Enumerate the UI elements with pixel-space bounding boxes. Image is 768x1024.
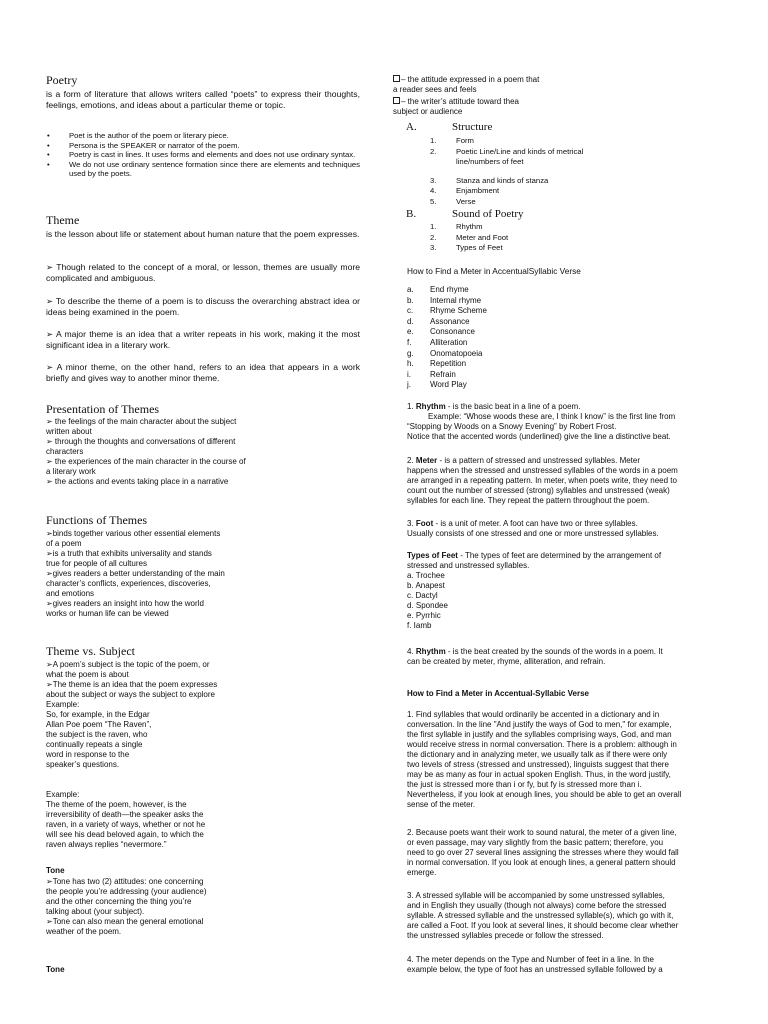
item-text: Assonance xyxy=(430,316,470,326)
text-line: syllable. A stressed syllable and the unstressed syllable(s), which go with it, xyxy=(407,911,674,920)
section-title: Structure xyxy=(452,121,493,133)
text-line: talking about (your subject). xyxy=(46,907,145,916)
list-item xyxy=(430,222,710,233)
text-line: Example: xyxy=(46,790,80,799)
list-item xyxy=(407,349,707,360)
heading-structure xyxy=(406,121,492,133)
list-item xyxy=(430,243,710,254)
item-text: Repetition xyxy=(430,359,467,369)
text-line: conversation. In the line "And justify the ways of God to men," for example, xyxy=(407,720,672,729)
theme-definition: is the lesson about life or statement about human nature that the poem expresses. xyxy=(46,229,360,239)
item-text: End rhyme xyxy=(430,285,469,294)
term-label: Rhythm xyxy=(415,402,446,411)
text-line: subject or audience xyxy=(393,107,463,116)
structure-list xyxy=(430,136,710,207)
list-item: • Poet is the author of the poem or literary piece. xyxy=(46,131,360,141)
text-line xyxy=(407,519,737,529)
text-line: Notice that the accented words (underlined) give the line a distinctive beat. xyxy=(407,432,671,441)
text-line: are arranged in a repeating pattern. In meter, when poets write, they need to xyxy=(407,476,677,485)
list-item xyxy=(430,197,710,208)
text-line: 2. Because poets want their work to sound natural, the meter of a given line, xyxy=(407,828,677,837)
item-number: 1. xyxy=(407,402,416,411)
text-line: “Stopping by Woods on a Snowy Evening” by Robert Frost. xyxy=(407,422,617,431)
heading-how-to-find-meter: How to Find a Meter in AccentualSyllabic Verse xyxy=(407,266,581,276)
text-line: character’s conflicts, experiences, discoveries, xyxy=(46,579,211,588)
item-text: Form xyxy=(456,136,474,145)
item-letter: c. xyxy=(407,306,414,316)
text-line: - is a unit of meter. A foot can have two or three syllables. xyxy=(433,519,638,528)
step-4 xyxy=(407,955,737,975)
item-number: 2. xyxy=(407,456,416,465)
item-text: Alliteration xyxy=(430,337,468,347)
list-item xyxy=(407,327,707,338)
list-item xyxy=(407,306,707,317)
meter-definition xyxy=(407,456,737,506)
text-line: can be created by meter, rhyme, alliteration, and refrain. xyxy=(407,657,606,666)
list-item: • Poetry is cast in lines. It uses forms and elements and does not use ordinary syntax. xyxy=(46,150,360,160)
item-number: 2. xyxy=(430,232,437,242)
text-line: what the poem is about xyxy=(46,670,129,679)
list-item: e. Pyrrhic xyxy=(407,611,441,620)
item-letter: b. xyxy=(407,295,414,305)
text-line: need to go over 27 several lines assigning the stresses where they would fall xyxy=(407,848,679,857)
text-line: – the writer’s attitude toward thea xyxy=(401,97,519,106)
list-item xyxy=(407,370,707,381)
text-line: ➢ the actions and events taking place in a narrative xyxy=(46,477,229,486)
item-number: 4. xyxy=(430,186,437,195)
item-letter: d. xyxy=(407,316,414,326)
text-line: would receive stress in normal conversation. There is a problem: although in xyxy=(407,740,677,749)
text-line: raven, in a variety of ways, whether or not he xyxy=(46,820,206,829)
text-line: the first syllable in justify and the syllables comprising ways, God, and man xyxy=(407,730,672,739)
item-text: Word Play xyxy=(430,380,467,390)
types-of-feet xyxy=(407,551,737,631)
item-letter: g. xyxy=(407,348,414,358)
item-text: Internal rhyme xyxy=(430,295,482,305)
text-line: example below, the type of foot has an unstressed syllable followed by a xyxy=(407,965,663,974)
presentation-lines xyxy=(46,417,360,487)
text-line: ➢is a truth that exhibits universality and stands xyxy=(46,549,212,558)
text-line: 4. The meter depends on the Type and Number of feet in a line. In the xyxy=(407,955,654,964)
text-line: syllables for each line. They repeat the pattern throughout the poem. xyxy=(407,496,650,505)
foot-definition xyxy=(407,519,737,539)
item-number: 3. xyxy=(407,519,416,528)
text-line: count out the number of stressed (strong) syllables and unstressed (weak) xyxy=(407,486,670,495)
list-item xyxy=(407,359,707,370)
item-letter: j. xyxy=(407,380,411,390)
text-line: ➢ through the thoughts and conversations of different xyxy=(46,437,236,446)
text-line: true for people of all cultures xyxy=(46,559,147,568)
item-text: Enjambment xyxy=(456,186,500,195)
item-text: Onomatopoeia xyxy=(430,348,483,358)
text-line: - The types of feet are determined by the arrangement of xyxy=(457,551,662,560)
text-line xyxy=(407,402,727,412)
step-1 xyxy=(407,710,737,810)
heading-sound-of-poetry xyxy=(406,208,524,220)
heading-theme-vs-subject: Theme vs. Subject xyxy=(46,644,135,658)
text-line: - is a pattern of stressed and unstressed syllables. Meter xyxy=(437,456,641,465)
text-line: ➢ the feelings of the main character about the subject xyxy=(46,417,237,426)
text-line: word in response to the xyxy=(46,750,130,759)
text-line: speaker’s questions. xyxy=(46,760,120,769)
functions-lines xyxy=(46,529,360,619)
text-line xyxy=(407,456,737,466)
heading-functions-of-themes: Functions of Themes xyxy=(46,513,148,527)
theme-point: ➢ Though related to the concept of a moral, or lesson, themes are usually more complicated and ambiguous. xyxy=(46,262,360,283)
text-line: about the subject or ways the subject to explore xyxy=(46,690,215,699)
term-label: Foot xyxy=(415,519,434,528)
theme-point: ➢ A major theme is an idea that a writer repeats in his work, making it the most significant idea in a literary work. xyxy=(46,329,360,350)
text-line: weather of the poem. xyxy=(46,927,122,936)
heading-poetry: Poetry xyxy=(46,73,78,87)
theme-point: ➢ A minor theme, on the other hand, refers to an idea that appears in a work briefly and gives way to another minor theme. xyxy=(46,362,360,383)
text-line: ➢A poem’s subject is the topic of the poem, or xyxy=(46,660,210,669)
list-item xyxy=(430,186,710,197)
tone-item xyxy=(393,97,723,107)
item-number: 3. xyxy=(430,243,437,252)
text-line: ➢gives readers a better understanding of the main xyxy=(46,569,225,578)
text-line: or even passage, may vary slightly from the basic pattern; therefore, you xyxy=(407,838,664,847)
text-line: ➢The theme is an idea that the poem expresses xyxy=(46,680,218,689)
text-line: in normal conversation. If you look at enough lines, a general pattern should xyxy=(407,858,676,867)
text-line: Example: “Whose woods these are, I think I know” is the first line from xyxy=(428,412,676,421)
item-number: 3. xyxy=(430,175,437,185)
item-letter: h. xyxy=(407,359,414,369)
text-line: two levels of stress (stressed and unstressed), linguists suggest that there xyxy=(407,760,669,769)
text-line: a literary work xyxy=(46,467,96,476)
item-number: 5. xyxy=(430,196,437,206)
poetry-definition: is a form of literature that allows writers called “poets” to express their thoughts, feelings, emotions, and ideas about a particular theme or topic. xyxy=(46,89,360,110)
text-line xyxy=(407,551,737,561)
heading-how-to-find-meter-2: How to Find a Meter in Accentual-Syllabic Verse xyxy=(407,689,589,698)
item-number: 1. xyxy=(430,222,437,231)
list-item: a. Trochee xyxy=(407,571,445,580)
text-line: Nevertheless, if you look at enough lines, you should be able to get an overall xyxy=(407,790,682,799)
checkbox-icon xyxy=(393,75,400,82)
tone-item xyxy=(393,75,723,85)
term-label: Rhythm xyxy=(415,647,446,656)
item-text: Types of Feet xyxy=(456,243,503,252)
item-text: Refrain xyxy=(430,369,456,379)
list-item: c. Dactyl xyxy=(407,591,438,600)
list-item xyxy=(407,296,707,307)
text-line: will see his dead beloved again, to which the xyxy=(46,830,204,839)
list-item: d. Spondee xyxy=(407,601,448,610)
item-letter: e. xyxy=(407,327,414,337)
rhythm-2-definition xyxy=(407,647,737,667)
text-line: happens when the stressed and unstressed syllables of the words in a poem xyxy=(407,466,678,475)
text-line: ➢gives readers an insight into how the world xyxy=(46,599,204,608)
theme-vs-subject-lines xyxy=(46,660,360,770)
text-line: Allan Poe poem “The Raven”, xyxy=(46,720,152,729)
text-line: - is the basic beat in a line of a poem. xyxy=(445,402,581,411)
poetry-bullets xyxy=(46,131,360,179)
sound-devices-list xyxy=(407,285,707,391)
text-line: a reader sees and feels xyxy=(393,85,477,94)
text-line: 1. Find syllables that would ordinarily be accented in a dictionary and in xyxy=(407,710,660,719)
text-line: The theme of the poem, however, is the xyxy=(46,800,187,809)
item-text: Verse xyxy=(456,196,476,206)
list-item xyxy=(407,380,707,391)
list-item: b. Anapest xyxy=(407,581,445,590)
list-item xyxy=(430,176,710,187)
text-line: the subject is the raven, who xyxy=(46,730,148,739)
text-line: sense of the meter. xyxy=(407,800,476,809)
text-line: ➢Tone can also mean the general emotional xyxy=(46,917,204,926)
list-item xyxy=(407,285,707,296)
text-line: - is the beat created by the sounds of the words in a poem. It xyxy=(445,647,663,656)
text-line: stressed and unstressed syllables. xyxy=(407,561,530,570)
step-3 xyxy=(407,891,737,941)
item-number: 1. xyxy=(430,136,437,145)
list-item: f. Iamb xyxy=(407,621,432,630)
list-item xyxy=(430,233,710,244)
theme-vs-subject-example-2 xyxy=(46,790,360,850)
text-line: emerge. xyxy=(407,868,437,877)
text-line: the dictionary and in analyzing meter, we usually talk as if there were only xyxy=(407,750,668,759)
tone-items xyxy=(393,75,723,117)
list-item: • Persona is the SPEAKER or narrator of the poem. xyxy=(46,141,360,151)
text-line: 3. A stressed syllable will be accompanied by some unstressed syllables, xyxy=(407,891,665,900)
item-letter: i. xyxy=(407,369,411,379)
text-line: ➢binds together various other essential elements xyxy=(46,529,221,538)
item-text: Meter and Foot xyxy=(456,232,509,242)
text-line: So, for example, in the Edgar xyxy=(46,710,150,719)
text-line xyxy=(407,647,737,657)
text-line: may be as many as four in actual spoken English. Thus, in the word justify, xyxy=(407,770,671,779)
text-line: written about xyxy=(46,427,92,436)
list-item xyxy=(430,147,710,168)
item-letter: a. xyxy=(407,285,414,294)
item-text: Consonance xyxy=(430,327,475,337)
heading-theme: Theme xyxy=(46,213,80,227)
section-letter: A. xyxy=(406,121,417,133)
text-line: irreversibility of death—the speaker asks the xyxy=(46,810,204,819)
heading-presentation-of-themes: Presentation of Themes xyxy=(46,402,160,416)
item-number: 2. xyxy=(430,146,437,156)
list-item xyxy=(407,338,707,349)
item-text: Rhyme Scheme xyxy=(430,306,487,316)
heading-tone-2: Tone xyxy=(46,965,65,974)
section-letter: B. xyxy=(406,208,417,220)
term-label: Types of Feet xyxy=(407,551,458,560)
text-line: Example: xyxy=(46,700,80,709)
list-item: • We do not use ordinary sentence formation since there are elements and techniques used by the poets. xyxy=(46,160,360,179)
term-label: Meter xyxy=(415,456,438,465)
step-2 xyxy=(407,828,737,878)
text-line: Usually consists of one stressed and one or more unstressed syllables. xyxy=(407,529,659,538)
item-number: 4. xyxy=(407,647,416,656)
text-line: works or human life can be viewed xyxy=(46,609,169,618)
text-line: the just is stressed more than i or fy, but fy is stressed more than i. xyxy=(407,780,642,789)
text-line: and the other concerning the thing you’re xyxy=(46,897,192,906)
text-line: ➢ the experiences of the main character in the course of xyxy=(46,457,246,466)
text-line: and in English they usually (though not always) come before the stressed xyxy=(407,901,667,910)
text-line: characters xyxy=(46,447,84,456)
rhythm-definition xyxy=(407,402,727,442)
list-item xyxy=(407,317,707,328)
text-line: the unstressed syllables precede or follow the stressed. xyxy=(407,931,604,940)
item-text: Stanza and kinds of stanza xyxy=(456,175,549,185)
text-line: raven always replies “nevermore.” xyxy=(46,840,167,849)
heading-tone: Tone xyxy=(46,866,65,875)
sound-list xyxy=(430,222,710,254)
text-line: and emotions xyxy=(46,589,95,598)
item-text: Poetic Line/Line and kinds of metrical xyxy=(456,146,584,156)
item-text: line/numbers of feet xyxy=(456,157,524,166)
item-text: Rhythm xyxy=(456,222,483,231)
item-letter: f. xyxy=(407,337,412,347)
text-line: – the attitude expressed in a poem that xyxy=(401,75,540,84)
text-line: continually repeats a single xyxy=(46,740,143,749)
text-line: the people you’re addressing (your audience) xyxy=(46,887,207,896)
section-title: Sound of Poetry xyxy=(452,208,524,220)
text-line: ➢Tone has two (2) attitudes: one concerning xyxy=(46,877,204,886)
theme-point: ➢ To describe the theme of a poem is to discuss the overarching abstract idea or ideas being examined in the poem. xyxy=(46,296,360,317)
list-item xyxy=(430,136,710,147)
tone-lines xyxy=(46,877,360,937)
checkbox-icon xyxy=(393,97,400,104)
text-line: of a poem xyxy=(46,539,82,548)
text-line: are called a Foot. If you look at several lines, it should become clear whether xyxy=(407,921,679,930)
